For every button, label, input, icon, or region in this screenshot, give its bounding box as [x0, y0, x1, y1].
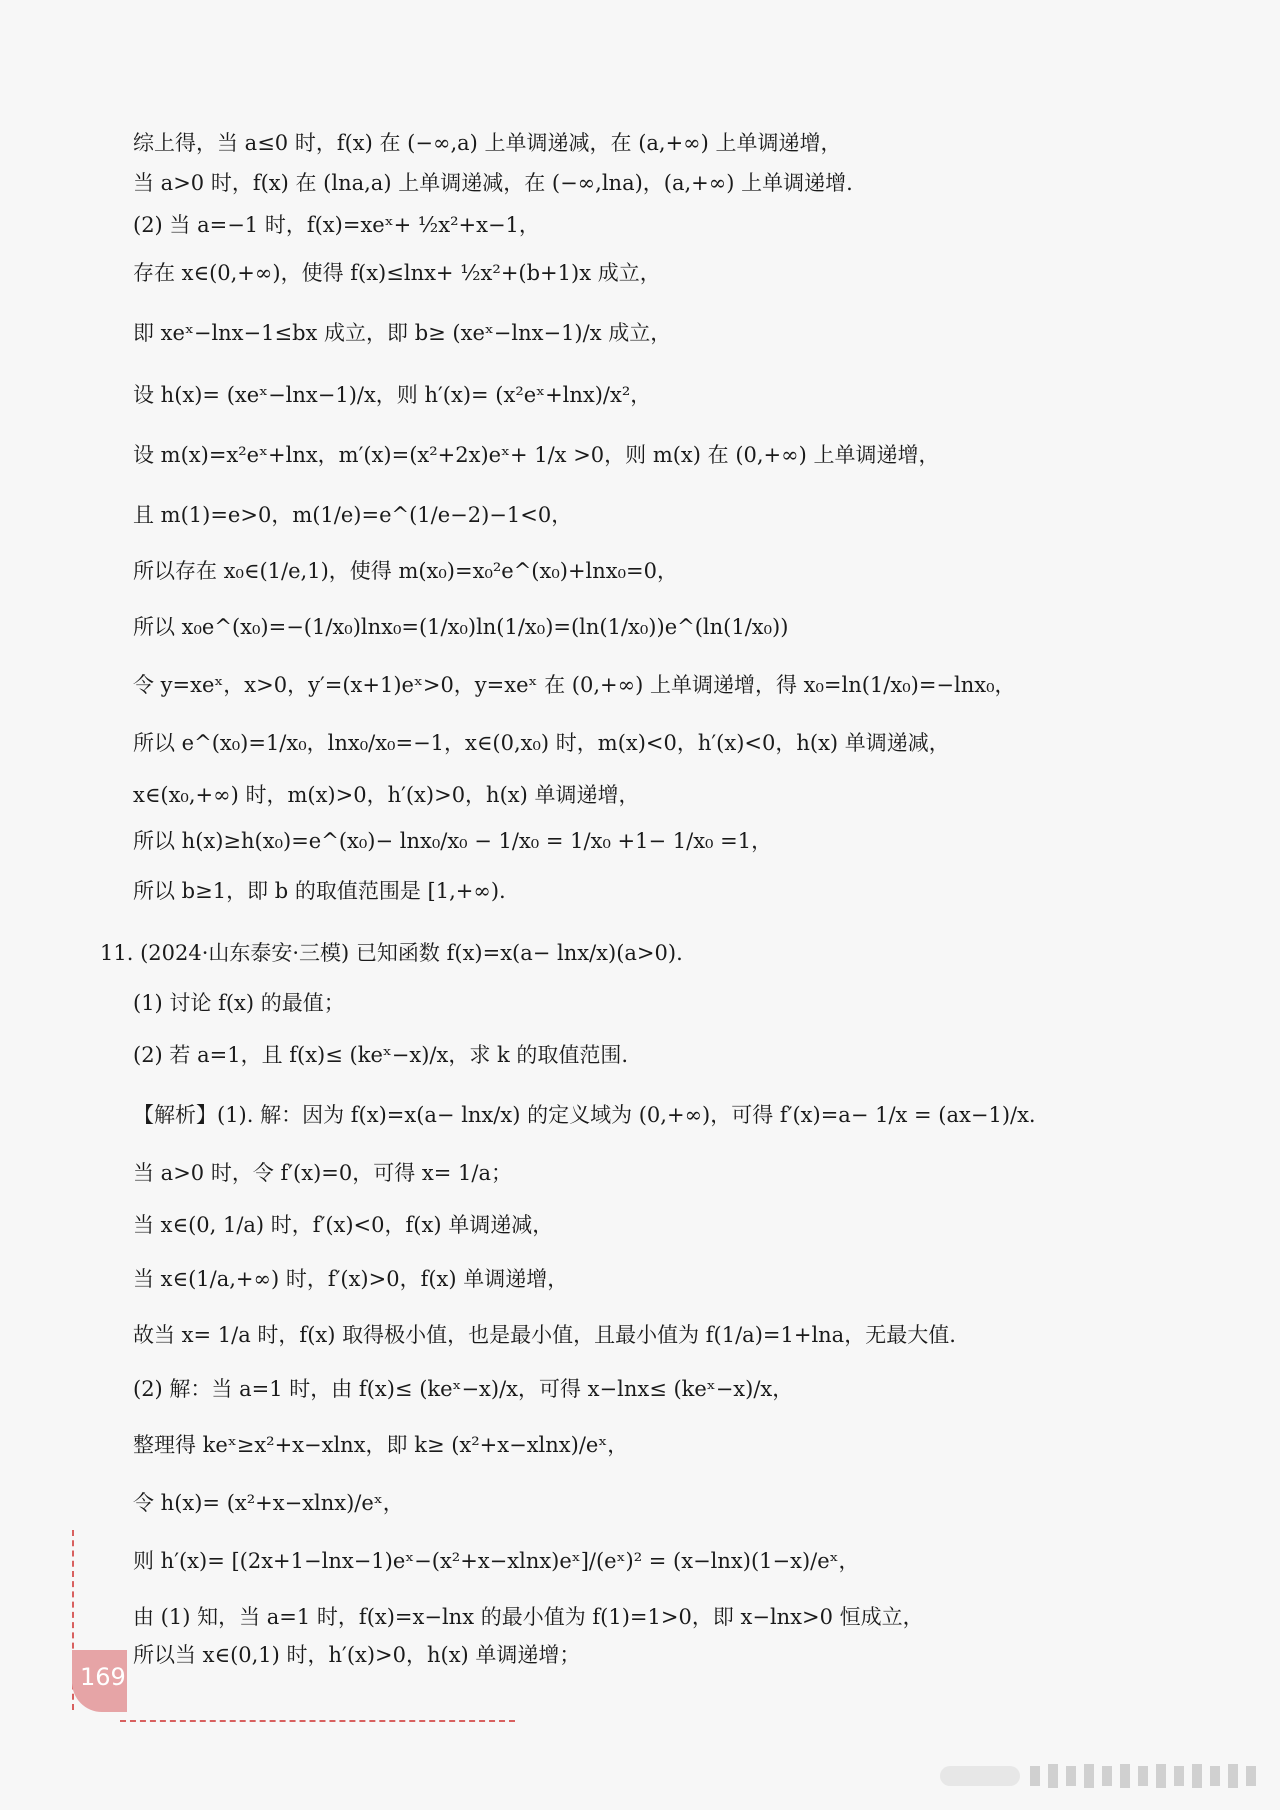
solution-line: 所以当 x∈(0,1) 时，h′(x)>0，h(x) 单调递增； — [133, 1643, 581, 1667]
sub-question: (2) 若 a=1，且 f(x)≤ (keˣ−x)/x，求 k 的取值范围. — [133, 1043, 629, 1067]
solution-line: 则 h′(x)= [(2x+1−lnx−1)eˣ−(x²+x−xlnx)eˣ]/(eˣ)² = (x−lnx)(1−x)/eˣ， — [133, 1549, 860, 1573]
footer-dashed-line — [120, 1720, 515, 1722]
text-line: 综上得，当 a≤0 时，f(x) 在 (−∞,a) 上单调递减，在 (a,+∞) 上单调递增， — [133, 131, 842, 155]
solution-line: (2) 解：当 a=1 时，由 f(x)≤ (keˣ−x)/x，可得 x−lnx≤ (keˣ−x)/x， — [133, 1377, 794, 1401]
text-line: 所以 x₀e^(x₀)=−(1/x₀)lnx₀=(1/x₀)ln(1/x₀)=(ln(1/x₀))e^(ln(1/x₀)) — [133, 615, 789, 639]
text-line: 设 h(x)= (xeˣ−lnx−1)/x，则 h′(x)= (x²eˣ+lnx)/x²， — [133, 383, 652, 407]
problem-title: 11. (2024·山东泰安·三模) 已知函数 f(x)=x(a− lnx/x)(a>0). — [100, 941, 683, 965]
solution-line: 故当 x= 1/a 时，f(x) 取得极小值，也是最小值，且最小值为 f(1/a)=1+lna，无最大值. — [133, 1323, 956, 1347]
solution-line: 【解析】(1). 解：因为 f(x)=x(a− lnx/x) 的定义域为 (0,+∞)，可得 f′(x)=a− 1/x = (ax−1)/x. — [133, 1103, 1036, 1127]
text-line: 所以 e^(x₀)=1/x₀，lnx₀/x₀=−1，x∈(0,x₀) 时，m(x)<0，h′(x)<0，h(x) 单调递减， — [133, 731, 950, 755]
text-line: 存在 x∈(0,+∞)，使得 f(x)≤lnx+ ½x²+(b+1)x 成立， — [133, 261, 661, 285]
page-number: 169 — [80, 1663, 126, 1691]
text-line: x∈(x₀,+∞) 时，m(x)>0，h′(x)>0，h(x) 单调递增， — [133, 783, 640, 807]
solution-line: 当 x∈(0, 1/a) 时，f′(x)<0，f(x) 单调递减， — [133, 1213, 554, 1237]
text-line: 设 m(x)=x²eˣ+lnx，m′(x)=(x²+2x)eˣ+ 1/x >0，则 m(x) 在 (0,+∞) 上单调递增， — [133, 443, 940, 467]
solution-line: 整理得 keˣ≥x²+x−xlnx，即 k≥ (x²+x−xlnx)/eˣ， — [133, 1433, 629, 1457]
text-line: 所以 h(x)≥h(x₀)=e^(x₀)− lnx₀/x₀ − 1/x₀ = 1/x₀ +1− 1/x₀ =1， — [133, 829, 773, 853]
text-line: 所以 b≥1，即 b 的取值范围是 [1,+∞). — [133, 879, 506, 903]
sub-question: (1) 讨论 f(x) 的最值； — [133, 991, 345, 1015]
text-line: 即 xeˣ−lnx−1≤bx 成立，即 b≥ (xeˣ−lnx−1)/x 成立， — [133, 321, 672, 345]
text-line: 且 m(1)=e>0，m(1/e)=e^(1/e−2)−1<0， — [133, 503, 573, 527]
text-line: (2) 当 a=−1 时，f(x)=xeˣ+ ½x²+x−1， — [133, 213, 540, 237]
solution-line: 当 a>0 时，令 f′(x)=0，可得 x= 1/a； — [133, 1161, 512, 1185]
solution-line: 由 (1) 知，当 a=1 时，f(x)=x−lnx 的最小值为 f(1)=1>0，即 x−lnx>0 恒成立， — [133, 1605, 924, 1629]
text-line: 当 a>0 时，f(x) 在 (lna,a) 上单调递减，在 (−∞,lna)，(a,+∞) 上单调递增. — [133, 171, 853, 195]
watermark-icon — [940, 1760, 1270, 1792]
solution-line: 令 h(x)= (x²+x−xlnx)/eˣ， — [133, 1491, 404, 1515]
text-line: 令 y=xeˣ，x>0，y′=(x+1)eˣ>0，y=xeˣ 在 (0,+∞) 上单调递增，得 x₀=ln(1/x₀)=−lnx₀， — [133, 673, 1016, 697]
text-line: 所以存在 x₀∈(1/e,1)，使得 m(x₀)=x₀²e^(x₀)+lnx₀=0， — [133, 559, 679, 583]
solution-line: 当 x∈(1/a,+∞) 时，f′(x)>0，f(x) 单调递增， — [133, 1267, 569, 1291]
